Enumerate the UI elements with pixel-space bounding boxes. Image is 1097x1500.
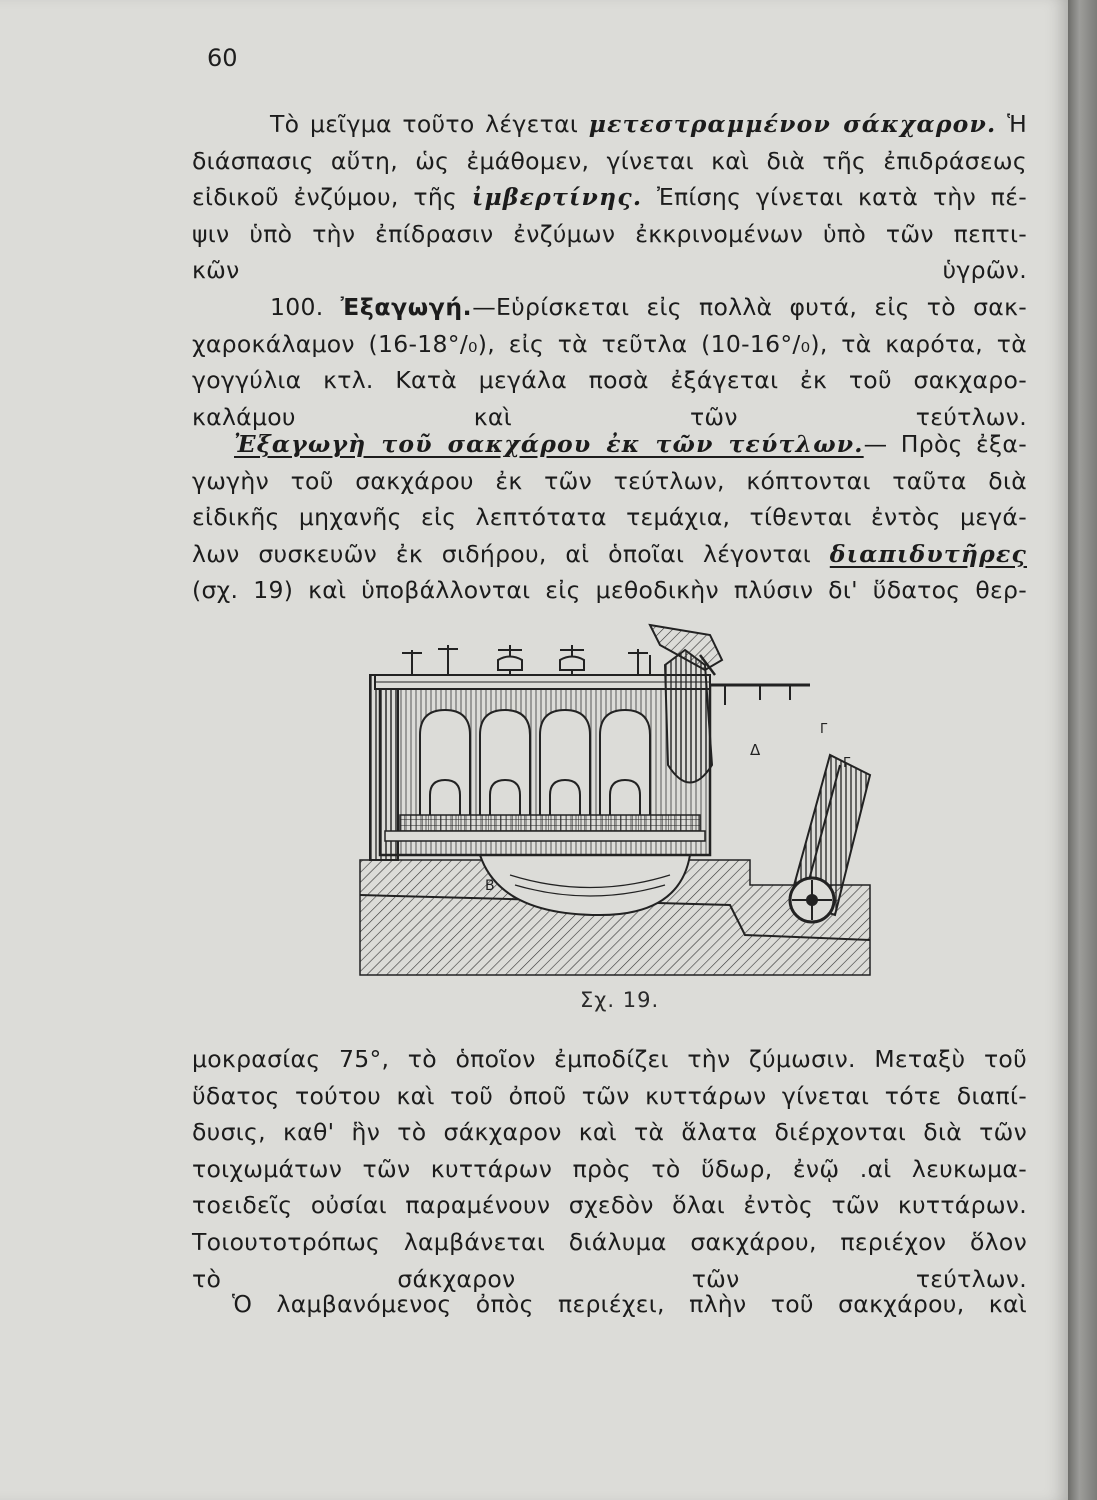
text-run: δυσις, καθ' ἣν τὸ σάκχαρον καὶ τὰ ἅλατα διέρχονται διὰ τῶν bbox=[192, 1118, 1027, 1147]
top-valves bbox=[402, 645, 650, 675]
text-run: καλάμου καὶ τῶν τεύτλων. bbox=[192, 402, 1027, 431]
fig-label-delta: Δ bbox=[750, 741, 761, 759]
text-run: μοκρασίας 75°, τὸ ὁποῖον ἐμποδίζει τὴν ζύμωσιν. Μεταξὺ τοῦ bbox=[192, 1045, 1027, 1073]
italic-term: ἰμβερτίνης. bbox=[471, 183, 643, 212]
paragraph-extraction bbox=[192, 289, 1027, 435]
text-run: Τοιουτοτρόπως λαμβάνεται διάλυμα σακχάρου, περιέχον ὅλον bbox=[192, 1227, 1027, 1256]
text-run: Ἡ bbox=[996, 110, 1028, 138]
text-line bbox=[192, 1114, 1027, 1151]
text-run: —Εὑρίσκεται εἰς πολλὰ φυτά, εἰς τὸ σακ- bbox=[472, 293, 1027, 321]
fig-label-gamma-1: Γ bbox=[820, 722, 828, 737]
text-run: Ἐπίσης γίνεται κατὰ τὴν πέ- bbox=[642, 183, 1027, 212]
paragraph-mixture bbox=[192, 106, 1027, 289]
text-run: γωγὴν τοῦ σακχάρου ἐκ τῶν τεύτλων, κόπτονται ταῦτα διὰ bbox=[192, 466, 1027, 495]
underlined-term: διαπιδυτῆρες bbox=[829, 539, 1027, 568]
paragraph-juice bbox=[192, 1286, 1027, 1323]
text-line bbox=[192, 1078, 1027, 1115]
underlined-term: Ἐξαγωγὴ τοῦ σακχάρου ἐκ τῶν τεύτλων. bbox=[234, 430, 864, 458]
text-run: χαροκάλαμον (16-18°/₀), εἰς τὰ τεῦτλα (10-16°/₀), τὰ καρότα, τὰ bbox=[192, 329, 1027, 358]
text-run: 100. bbox=[270, 293, 341, 321]
text-line bbox=[192, 252, 1027, 289]
text-line bbox=[192, 1187, 1027, 1224]
text-line bbox=[192, 143, 1027, 180]
text-run: ὕδατος τούτου καὶ τοῦ ὀποῦ τῶν κυττάρων γίνεται τότε διαπί- bbox=[192, 1081, 1027, 1110]
text-line bbox=[192, 106, 1027, 143]
fig-label-b: B bbox=[485, 878, 495, 894]
text-run: γογγύλια κτλ. Κατὰ μεγάλα ποσὰ ἐξάγεται ἐκ τοῦ σακχαρο- bbox=[192, 366, 1027, 395]
text-line bbox=[192, 1151, 1027, 1188]
text-line bbox=[192, 1041, 1027, 1078]
text-line bbox=[192, 216, 1027, 253]
text-line bbox=[192, 362, 1027, 399]
text-run: τὸ σάκχαρον τῶν τεύτλων. bbox=[192, 1264, 1027, 1293]
text-run: εἰδικοῦ ἐνζύμου, τῆς bbox=[192, 183, 472, 212]
text-run: ψιν ὑπὸ τὴν ἐπίδρασιν ἐνζύμων ἐκκρινομένων ὑπὸ τῶν πεπτι- bbox=[192, 219, 1027, 248]
text-run: τοιχωμάτων τῶν κυττάρων πρὸς τὸ ὕδωρ, ἐνῷ .αἱ λευκωμα- bbox=[192, 1154, 1027, 1183]
text-line bbox=[192, 499, 1027, 536]
text-line bbox=[192, 326, 1027, 363]
text-run: Ὁ λαμβανόμενος ὀπὸς περιέχει, πλὴν τοῦ σακχάρου, καὶ bbox=[232, 1290, 1027, 1318]
text-run: εἰδικῆς μηχανῆς εἰς λεπτότατα τεμάχια, τίθενται ἐντὸς μεγά- bbox=[192, 503, 1027, 532]
text-line bbox=[192, 179, 1027, 216]
italic-term: μετεστραμμένον σάκχαρον. bbox=[588, 110, 997, 138]
text-run: — Πρὸς ἐξα- bbox=[863, 430, 1027, 458]
paragraph-beet-extraction bbox=[192, 426, 1027, 609]
text-run: Τὸ μεῖγμα τοῦτο λέγεται bbox=[270, 110, 589, 138]
text-run: διάσπασις αὕτη, ὡς ἐμάθομεν, γίνεται καὶ διὰ τῆς ἐπιδράσεως bbox=[192, 146, 1027, 175]
page-number: 60 bbox=[207, 44, 238, 72]
text-run: λων συσκευῶν ἐκ σιδήρου, αἱ ὁποῖαι λέγονται bbox=[192, 539, 830, 568]
paragraph-diffusion bbox=[192, 1041, 1027, 1297]
book-spine bbox=[1068, 0, 1097, 1500]
text-run: τοειδεῖς οὐσίαι παραμένουν σχεδὸν ὅλαι ἐντὸς τῶν κυττάρων. bbox=[192, 1191, 1027, 1220]
text-run: (σχ. 19) καὶ ὑποβάλλονται εἰς μεθοδικὴν πλύσιν δι' ὕδατος θερ- bbox=[192, 576, 1027, 605]
text-line bbox=[192, 1286, 1027, 1323]
section-heading: Ἐξαγωγή. bbox=[340, 293, 473, 321]
text-line bbox=[192, 1224, 1027, 1261]
figure-caption: Σχ. 19. bbox=[580, 988, 660, 1012]
text-line bbox=[192, 572, 1027, 609]
text-line bbox=[192, 536, 1027, 573]
diffuser-battery-figure bbox=[350, 615, 880, 980]
text-line bbox=[192, 463, 1027, 500]
text-run: κῶν ὑγρῶν. bbox=[192, 256, 1027, 285]
text-line bbox=[192, 426, 1027, 463]
fig-label-gamma-2: Γ bbox=[843, 756, 851, 771]
text-line bbox=[192, 289, 1027, 326]
